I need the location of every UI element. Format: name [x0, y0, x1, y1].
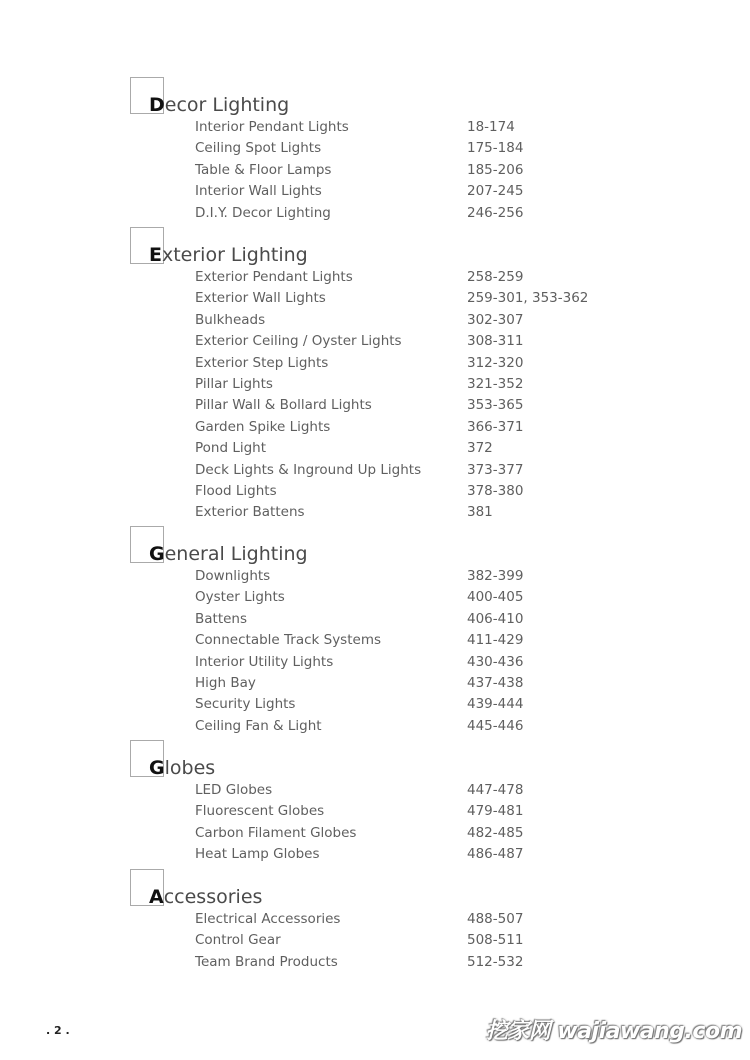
item-pages: 18-174 — [467, 119, 515, 135]
section-item-list — [195, 909, 695, 973]
item-name: Interior Utility Lights — [195, 653, 334, 670]
item-name: Exterior Wall Lights — [195, 290, 326, 307]
item-name: Ceiling Fan & Light — [195, 717, 322, 734]
item-pages: 175-184 — [467, 140, 524, 157]
item-name: Downlights — [195, 568, 271, 584]
item-name: Connectable Track Systems — [195, 632, 382, 649]
list-item — [195, 502, 695, 523]
list-item — [195, 353, 695, 374]
item-pages: 508-511 — [467, 932, 524, 949]
item-pages: 445-446 — [467, 717, 524, 734]
page-number: . 2 . — [46, 1024, 70, 1037]
item-name: Exterior Step Lights — [195, 354, 329, 371]
list-item — [195, 716, 695, 737]
list-item — [195, 160, 695, 181]
list-item — [195, 909, 695, 930]
item-pages: 381 — [467, 504, 493, 521]
item-name: Exterior Ceiling / Oyster Lights — [195, 333, 402, 350]
section-title-rest: lobes — [164, 757, 216, 779]
item-name: Ceiling Spot Lights — [195, 140, 322, 157]
item-name: Table & Floor Lamps — [195, 161, 332, 178]
list-item — [195, 673, 695, 694]
item-name: Interior Pendant Lights — [195, 119, 349, 135]
list-item — [195, 117, 695, 138]
item-pages: 447-478 — [467, 782, 524, 798]
section-item-list — [195, 566, 695, 737]
item-pages: 488-507 — [467, 911, 524, 927]
section-title-rest: ecor Lighting — [164, 94, 290, 116]
section-title-initial: D — [149, 94, 165, 116]
list-item — [195, 481, 695, 502]
item-pages: 259-301, 353-362 — [467, 290, 589, 307]
item-name: Pond Light — [195, 440, 267, 457]
item-name: Electrical Accessories — [195, 911, 341, 927]
item-name: Exterior Battens — [195, 504, 305, 521]
section-title — [149, 243, 308, 267]
section-title — [149, 756, 215, 780]
item-pages: 312-320 — [467, 354, 524, 371]
list-item — [195, 609, 695, 630]
section-title-initial: A — [149, 886, 164, 908]
list-item — [195, 952, 695, 973]
item-pages: 373-377 — [467, 461, 524, 478]
item-pages: 353-365 — [467, 397, 524, 414]
item-pages: 439-444 — [467, 696, 524, 713]
item-name: Control Gear — [195, 932, 281, 949]
section-item-list — [195, 780, 695, 866]
item-name: Interior Wall Lights — [195, 183, 322, 200]
list-item — [195, 438, 695, 459]
item-pages: 486-487 — [467, 846, 524, 863]
item-pages: 437-438 — [467, 674, 524, 691]
list-item — [195, 694, 695, 715]
item-pages: 411-429 — [467, 632, 524, 649]
item-name: Team Brand Products — [195, 953, 338, 970]
list-item — [195, 780, 695, 801]
section-title — [149, 542, 308, 566]
section-title — [149, 885, 262, 909]
list-item — [195, 630, 695, 651]
watermark: 挖家网 wajiawang.com — [485, 1019, 742, 1044]
item-name: Heat Lamp Globes — [195, 846, 320, 863]
section-title-rest: xterior Lighting — [161, 244, 308, 266]
list-item — [195, 181, 695, 202]
item-pages: 512-532 — [467, 953, 524, 970]
item-name: Carbon Filament Globes — [195, 824, 357, 841]
item-pages: 378-380 — [467, 482, 524, 499]
item-pages: 308-311 — [467, 333, 524, 350]
item-pages: 246-256 — [467, 204, 524, 221]
item-pages: 302-307 — [467, 311, 524, 328]
list-item — [195, 652, 695, 673]
item-name: Security Lights — [195, 696, 296, 713]
item-name: Pillar Wall & Bollard Lights — [195, 397, 372, 414]
item-pages: 430-436 — [467, 653, 524, 670]
item-pages: 479-481 — [467, 803, 524, 820]
list-item — [195, 310, 695, 331]
item-name: Flood Lights — [195, 482, 277, 499]
item-pages: 207-245 — [467, 183, 524, 200]
section-title-initial: G — [149, 543, 165, 565]
list-item — [195, 844, 695, 865]
item-pages: 400-405 — [467, 589, 524, 606]
list-item — [195, 331, 695, 352]
item-pages: 382-399 — [467, 568, 524, 584]
item-name: Pillar Lights — [195, 375, 273, 392]
item-name: Bulkheads — [195, 311, 266, 328]
item-pages: 366-371 — [467, 418, 524, 435]
item-pages: 406-410 — [467, 610, 524, 627]
item-name: Battens — [195, 610, 248, 627]
section-item-list — [195, 117, 695, 224]
section-title-initial: E — [149, 244, 162, 266]
list-item — [195, 930, 695, 951]
item-name: Garden Spike Lights — [195, 418, 331, 435]
list-item — [195, 801, 695, 822]
item-pages: 372 — [467, 440, 493, 457]
section-title-initial: G — [149, 757, 165, 779]
list-item — [195, 587, 695, 608]
list-item — [195, 460, 695, 481]
list-item — [195, 395, 695, 416]
item-name: High Bay — [195, 674, 256, 691]
list-item — [195, 566, 695, 587]
list-item — [195, 417, 695, 438]
item-pages: 185-206 — [467, 161, 524, 178]
list-item — [195, 823, 695, 844]
list-item — [195, 374, 695, 395]
item-name: Oyster Lights — [195, 589, 285, 606]
item-name: LED Globes — [195, 782, 273, 798]
item-pages: 482-485 — [467, 824, 524, 841]
section-title-rest: eneral Lighting — [164, 543, 308, 565]
item-name: D.I.Y. Decor Lighting — [195, 204, 331, 221]
list-item — [195, 288, 695, 309]
section-title-rest: ccessories — [163, 886, 263, 908]
section-item-list — [195, 267, 695, 524]
list-item — [195, 267, 695, 288]
item-name: Exterior Pendant Lights — [195, 269, 353, 285]
item-name: Deck Lights & Inground Up Lights — [195, 461, 422, 478]
list-item — [195, 203, 695, 224]
item-pages: 321-352 — [467, 375, 524, 392]
section-title — [149, 93, 289, 117]
item-name: Fluorescent Globes — [195, 803, 325, 820]
list-item — [195, 138, 695, 159]
item-pages: 258-259 — [467, 269, 524, 285]
